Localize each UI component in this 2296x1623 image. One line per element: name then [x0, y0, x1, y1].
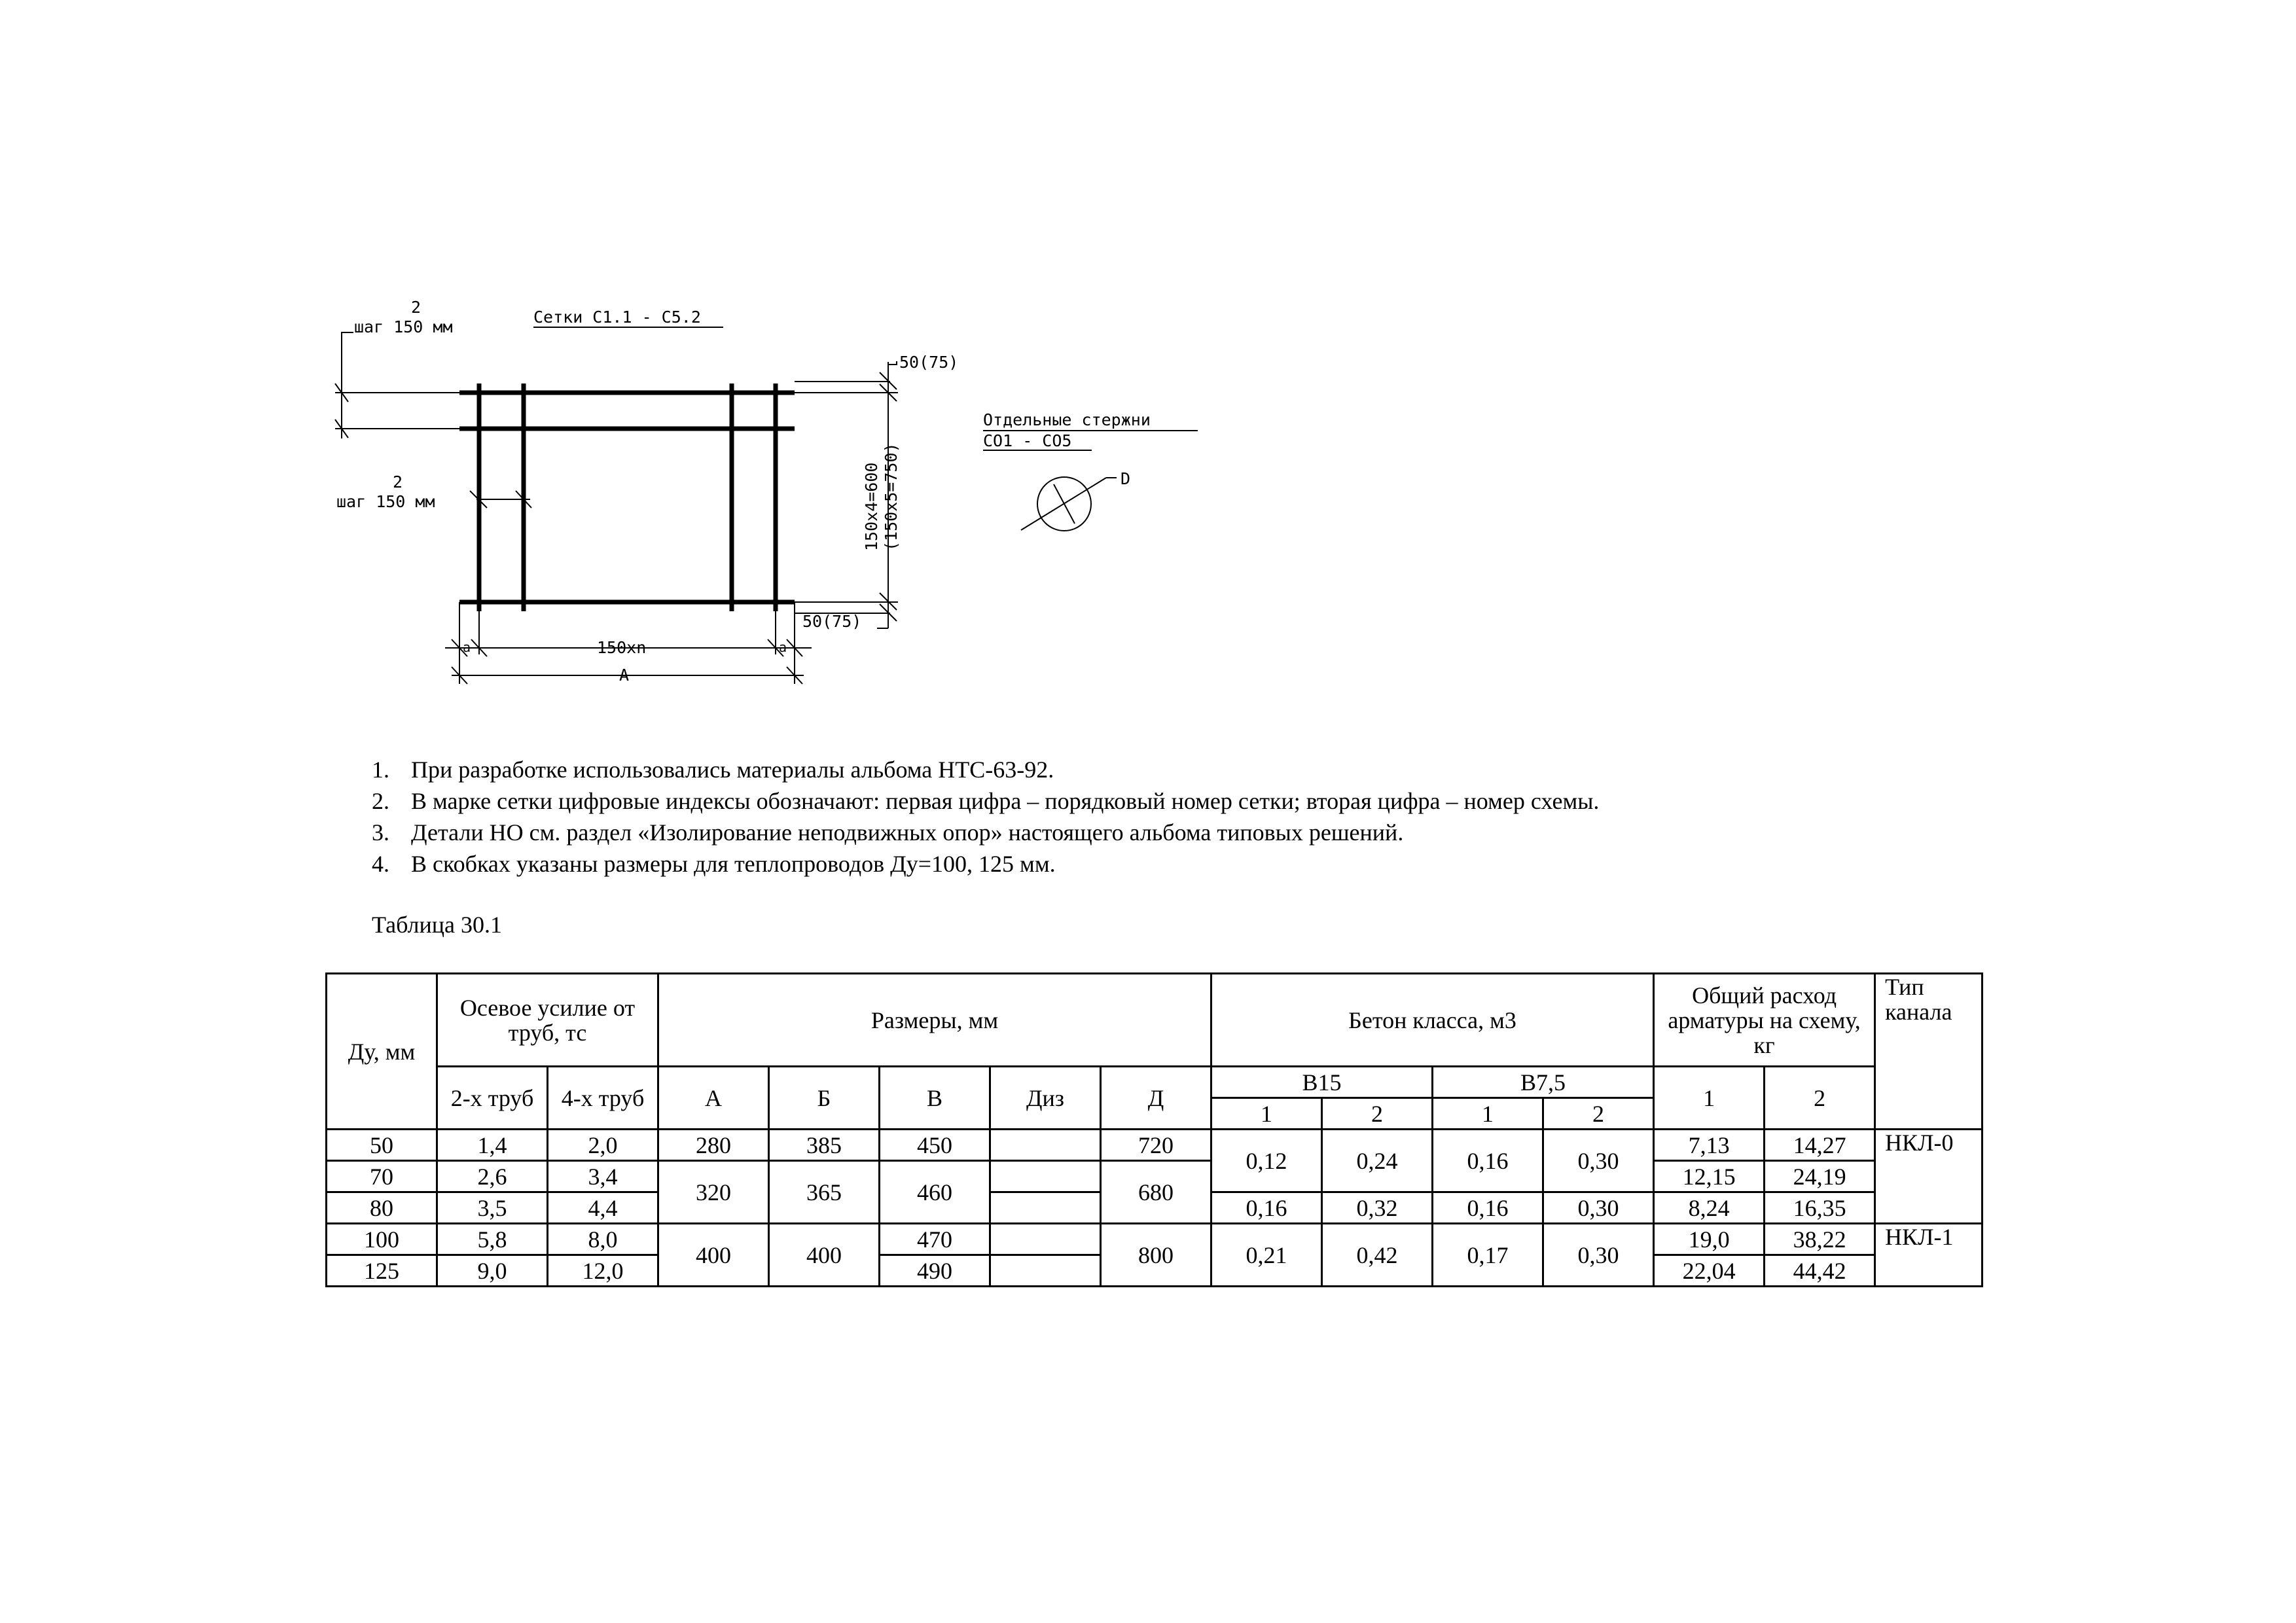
header-B: Б	[769, 1067, 880, 1130]
header-Diz: Диз	[990, 1067, 1101, 1130]
dim-vertical-2: (150x5=750)	[882, 442, 901, 551]
dim-vertical-1: 150x4=600	[862, 462, 881, 551]
mesh-drawing	[0, 0, 2296, 753]
cell-du: 50	[327, 1130, 437, 1161]
cell-rebar-1: 12,15	[1654, 1161, 1765, 1192]
cell-B: 385	[769, 1130, 880, 1161]
cell-du: 125	[327, 1255, 437, 1287]
header-4pipes: 4-х труб	[548, 1067, 658, 1130]
cell-channel: НКЛ-1	[1875, 1224, 1982, 1287]
cell-rebar-1: 8,24	[1654, 1192, 1765, 1224]
header-channel: Тип канала	[1875, 974, 1982, 1130]
cell-B75-1: 0,16	[1433, 1130, 1543, 1192]
cell-B75-1: 0,16	[1433, 1192, 1543, 1224]
cell-B: 400	[769, 1224, 880, 1287]
dim-A: A	[619, 666, 630, 685]
cell-rebar-2: 14,27	[1765, 1130, 1875, 1161]
cell-rebar-1: 19,0	[1654, 1224, 1765, 1255]
step-left-num: 2	[393, 473, 403, 491]
cell-D: 720	[1101, 1130, 1211, 1161]
table-row	[327, 1130, 1982, 1161]
cell-du: 100	[327, 1224, 437, 1255]
cell-B15-1: 0,21	[1211, 1224, 1322, 1287]
header-B15-2: 2	[1322, 1098, 1433, 1130]
cell-Diz	[990, 1192, 1101, 1224]
cell-B15-1: 0,16	[1211, 1192, 1322, 1224]
cell-B75-1: 0,17	[1433, 1224, 1543, 1287]
cell-B75-2: 0,30	[1543, 1224, 1654, 1287]
step-top-text: шаг 150 мм	[354, 317, 453, 336]
spec-table	[325, 972, 1983, 1287]
note-text: Детали НО см. раздел «Изолирование неподвижных опор» настоящего альбома типовых решений.	[411, 819, 1404, 846]
note-item: 1. При разработке использовались материалы альбома НТС-63-92.	[372, 757, 1054, 783]
cell-B: 365	[769, 1161, 880, 1224]
dim-top-right: 50(75)	[899, 353, 959, 372]
cell-2pipes: 5,8	[437, 1224, 548, 1255]
cell-4pipes: 2,0	[548, 1130, 658, 1161]
cell-V: 490	[880, 1255, 990, 1287]
header-V: В	[880, 1067, 990, 1130]
cell-2pipes: 1,4	[437, 1130, 548, 1161]
header-B15-1: 1	[1211, 1098, 1322, 1130]
rods-title-2: СО1 - СО5	[983, 431, 1072, 450]
cell-rebar-1: 7,13	[1654, 1130, 1765, 1161]
header-B75-2: 2	[1543, 1098, 1654, 1130]
cell-D: 800	[1101, 1224, 1211, 1287]
rod-diameter-label: D	[1121, 469, 1131, 488]
cell-rebar-2: 44,42	[1765, 1255, 1875, 1287]
cell-B15-2: 0,24	[1322, 1130, 1433, 1192]
cell-du: 80	[327, 1192, 437, 1224]
cell-A: 280	[658, 1130, 769, 1161]
cell-B75-2: 0,30	[1543, 1130, 1654, 1192]
cell-V: 460	[880, 1161, 990, 1224]
dimension-lines	[335, 332, 1117, 684]
cell-V: 450	[880, 1130, 990, 1161]
notes-list	[372, 754, 1599, 880]
header-rebar: Общий расход арматуры на схему, кг	[1654, 974, 1875, 1067]
cell-Diz	[990, 1224, 1101, 1255]
note-item: 2. В марке сетки цифровые индексы обозначают: первая цифра – порядковый номер сетки; вторая цифра – номер схемы.	[372, 788, 1600, 814]
header-sizes: Размеры, мм	[658, 974, 1211, 1067]
cell-rebar-2: 16,35	[1765, 1192, 1875, 1224]
table-row	[327, 1161, 1982, 1192]
note-text: В марке сетки цифровые индексы обозначают: первая цифра – порядковый номер сетки; вторая цифра – номер схемы.	[411, 788, 1600, 814]
rods-title-1: Отдельные стержни	[983, 410, 1151, 429]
cell-B15-2: 0,32	[1322, 1192, 1433, 1224]
dim-150n: 150xn	[597, 638, 647, 657]
cell-4pipes: 12,0	[548, 1255, 658, 1287]
header-du: Ду, мм	[327, 974, 437, 1130]
mesh-bars	[459, 383, 795, 611]
dim-bottom-right: 50(75)	[802, 612, 862, 631]
cell-2pipes: 9,0	[437, 1255, 548, 1287]
table-row	[327, 1224, 1982, 1255]
cell-4pipes: 8,0	[548, 1224, 658, 1255]
cell-Diz	[990, 1255, 1101, 1287]
cell-4pipes: 4,4	[548, 1192, 658, 1224]
header-B15: В15	[1211, 1067, 1433, 1098]
note-item: 3. Детали НО см. раздел «Изолирование неподвижных опор» настоящего альбома типовых решений.	[372, 819, 1404, 846]
header-rebar-1: 1	[1654, 1067, 1765, 1130]
cell-du: 70	[327, 1161, 437, 1192]
note-item: 4. В скобках указаны размеры для теплопроводов Ду=100, 125 мм.	[372, 851, 1056, 877]
dim-a-left: a	[463, 639, 471, 655]
cell-B15-1: 0,12	[1211, 1130, 1322, 1192]
cell-V: 470	[880, 1224, 990, 1255]
cell-A: 320	[658, 1161, 769, 1224]
step-top-num: 2	[411, 298, 422, 317]
step-left-text: шаг 150 мм	[336, 492, 435, 511]
cell-channel: НКЛ-0	[1875, 1130, 1982, 1224]
cell-Diz	[990, 1130, 1101, 1161]
cell-rebar-2: 38,22	[1765, 1224, 1875, 1255]
cell-2pipes: 3,5	[437, 1192, 548, 1224]
note-text: При разработке использовались материалы альбома НТС-63-92.	[411, 757, 1054, 783]
table-caption: Таблица 30.1	[372, 912, 502, 938]
note-text: В скобках указаны размеры для теплопроводов Ду=100, 125 мм.	[411, 851, 1056, 877]
header-2pipes: 2-х труб	[437, 1067, 548, 1130]
cell-2pipes: 2,6	[437, 1161, 548, 1192]
dim-a-right: a	[779, 639, 787, 655]
cell-rebar-1: 22,04	[1654, 1255, 1765, 1287]
header-rebar-2: 2	[1765, 1067, 1875, 1130]
cell-A: 400	[658, 1224, 769, 1287]
header-B75: В7,5	[1433, 1067, 1654, 1098]
header-concrete: Бетон класса, м3	[1211, 974, 1654, 1067]
cell-B15-2: 0,42	[1322, 1224, 1433, 1287]
header-B75-1: 1	[1433, 1098, 1543, 1130]
cell-D: 680	[1101, 1161, 1211, 1224]
header-A: А	[658, 1067, 769, 1130]
cell-Diz	[990, 1161, 1101, 1192]
header-D: Д	[1101, 1067, 1211, 1130]
header-axial: Осевое усилие от труб, тс	[437, 974, 658, 1067]
mesh-title: Сетки С1.1 - С5.2	[533, 308, 701, 327]
cell-rebar-2: 24,19	[1765, 1161, 1875, 1192]
cell-B75-2: 0,30	[1543, 1192, 1654, 1224]
cell-4pipes: 3,4	[548, 1161, 658, 1192]
